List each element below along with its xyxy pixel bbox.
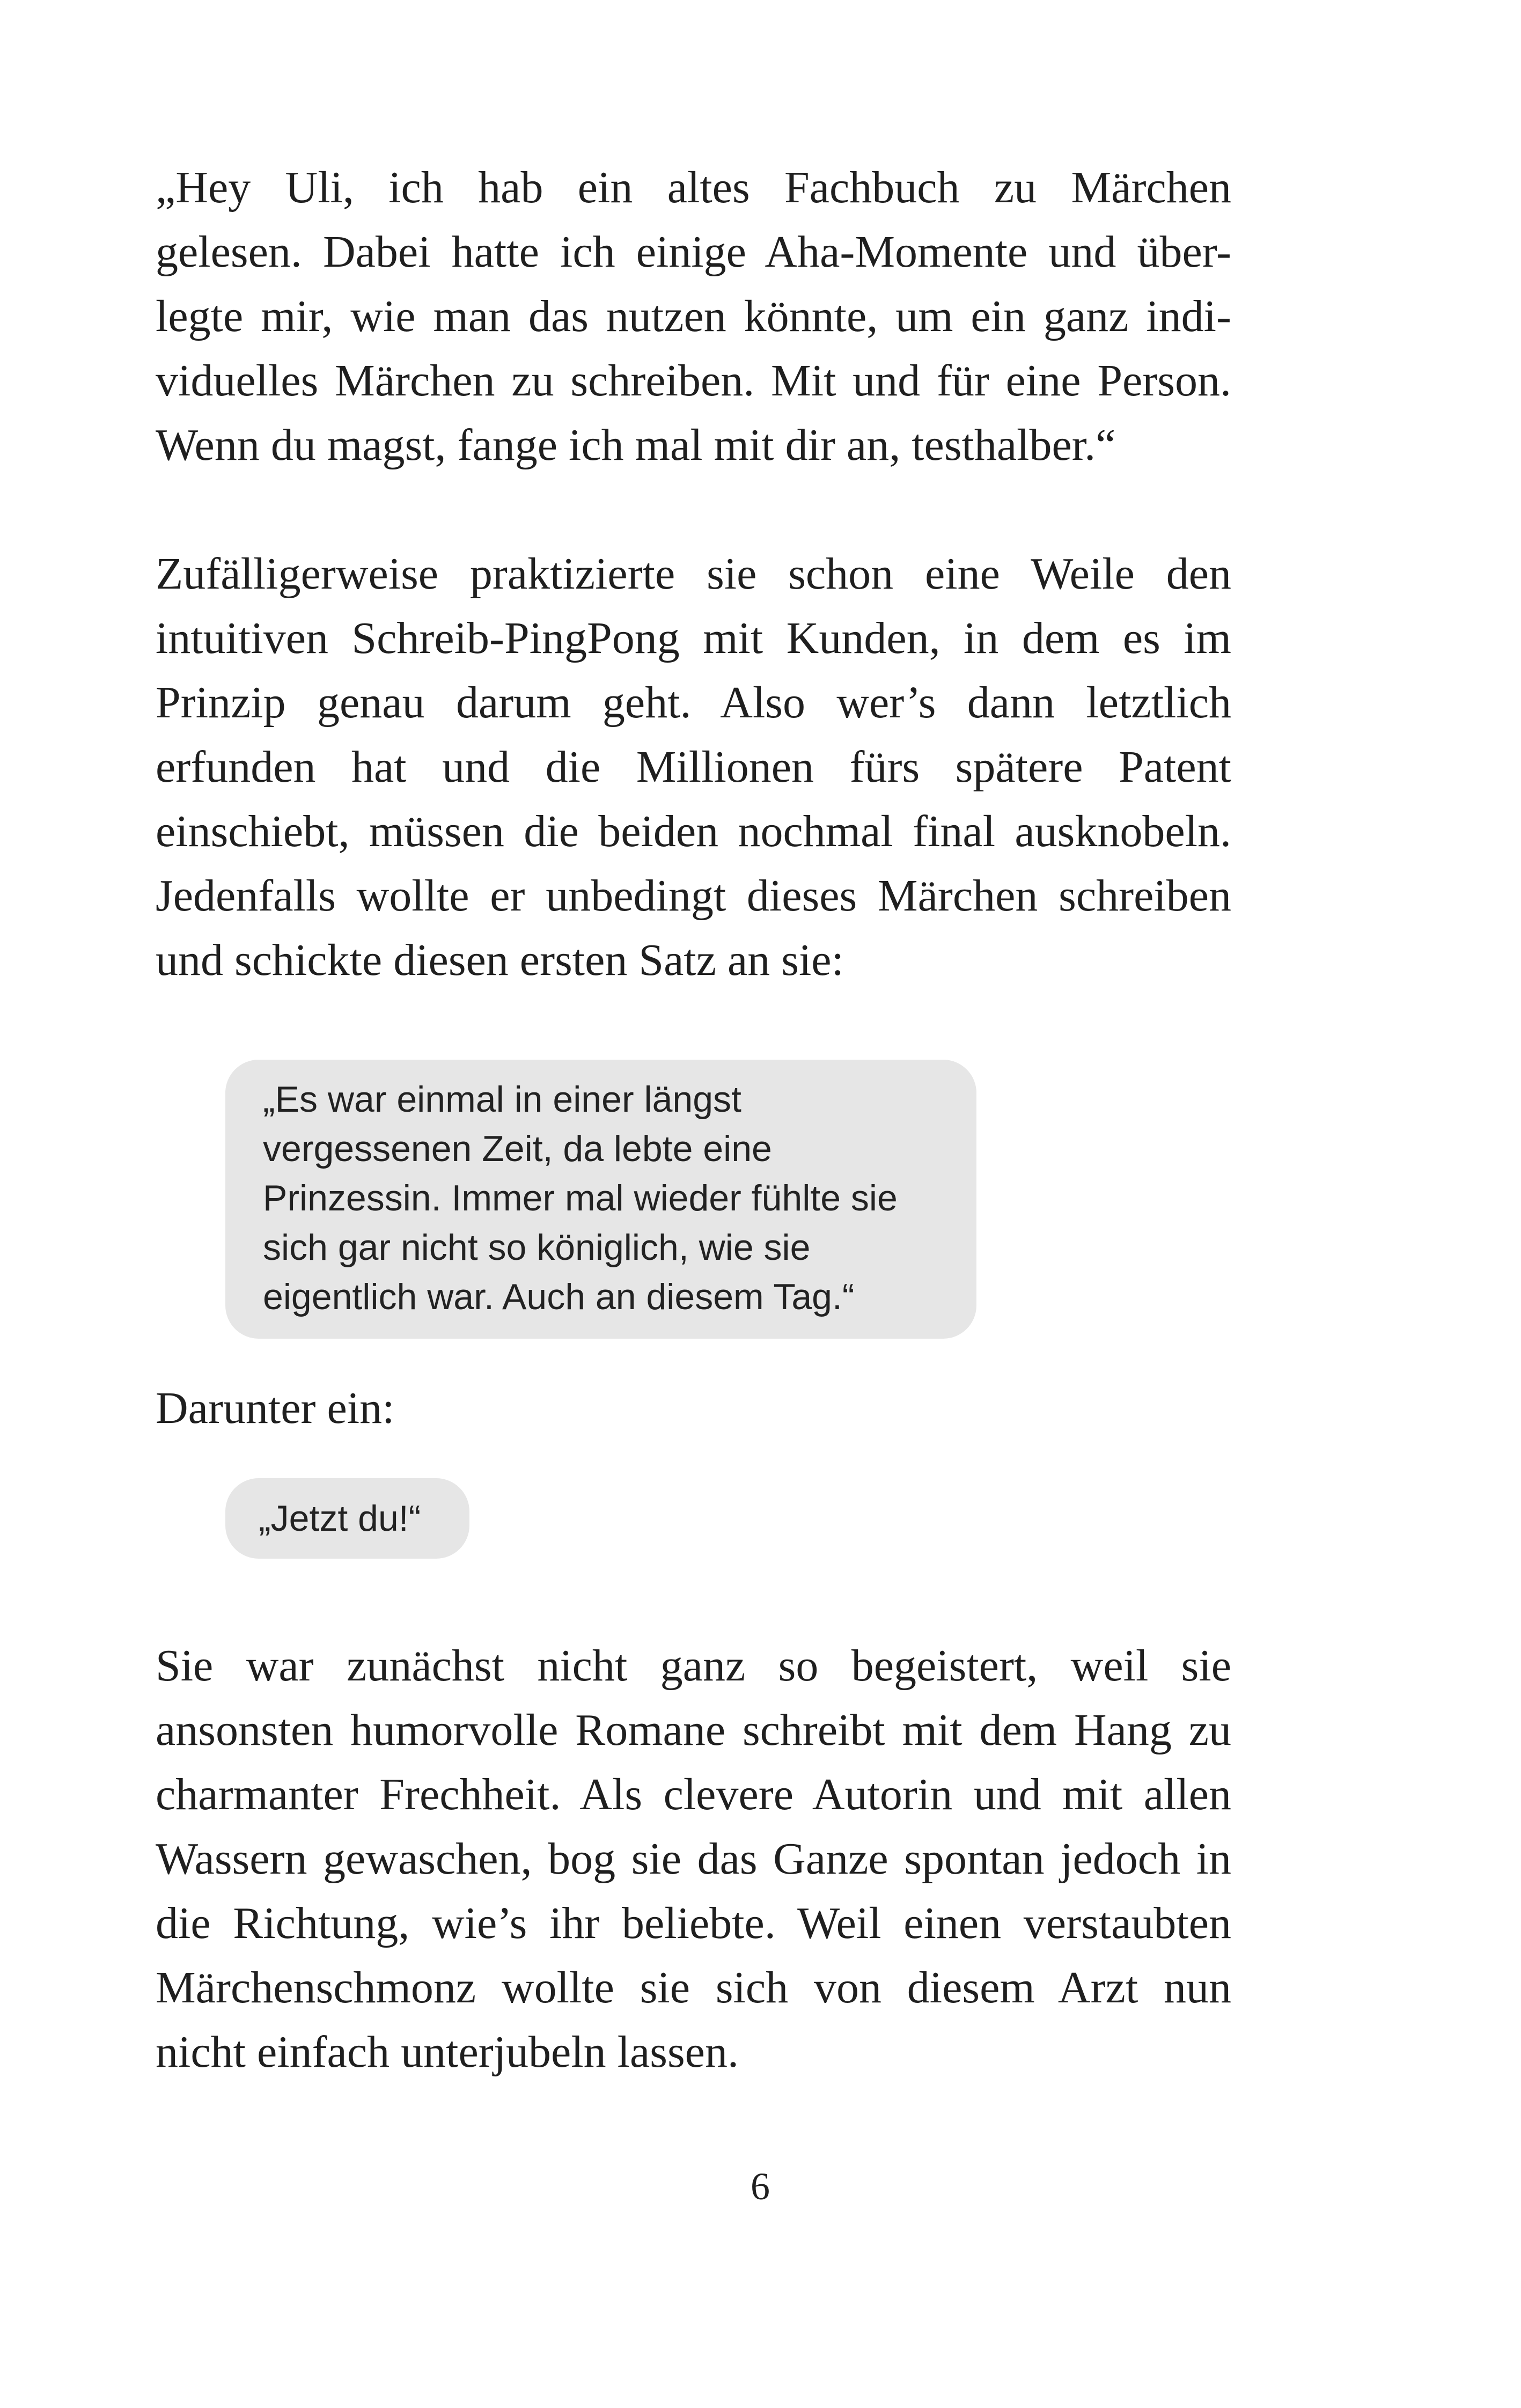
text-line: Jedenfalls wollte er unbedingt dieses Märchen schreiben [156,871,1231,921]
text-line: viduelles Märchen zu schreiben. Mit und für eine Person. [156,356,1231,406]
text-line: intuitiven Schreib-PingPong mit Kunden, in dem es im [156,613,1231,663]
text-line: „Hey Uli, ich hab ein altes Fachbuch zu Märchen [156,163,1231,212]
text-line: Sie war zunächst nicht ganz so begeistert, weil sie [156,1641,1231,1691]
text-line: charmanter Frechheit. Als clevere Autorin und mit allen [156,1770,1231,1819]
message-bubble-first-sentence [225,1060,976,1339]
text-line: die Richtung, wie’s ihr beliebte. Weil einen verstaubten [156,1898,1231,1948]
text-line: Märchenschmonz wollte sie sich von diesem Arzt nun [156,1963,1231,2013]
text-line: nicht einfach unterjubeln lassen. [156,2027,739,2077]
text-line: Zufälligerweise praktizierte sie schon eine Weile den [156,549,1231,599]
text-line: legte mir, wie man das nutzen könnte, um ein ganz indi- [156,291,1231,341]
text-line: einschiebt, müssen die beiden nochmal final ausknobeln. [156,806,1231,856]
message-line: „Jetzt du!“ [259,1498,421,1539]
text-line: Wenn du magst, fange ich mal mit dir an, testhalber.“ [156,420,1116,470]
message-line: Prinzessin. Immer mal wieder fühlte sie [263,1178,898,1218]
text-line: erfunden hat und die Millionen fürs spätere Patent [156,742,1231,792]
text-line: Wassern gewaschen, bog sie das Ganze spontan jedoch in [156,1834,1231,1884]
message-line: sich gar nicht so königlich, wie sie [263,1227,811,1268]
text-line: Prinzip genau darum geht. Also wer’s dann letztlich [156,678,1231,728]
message-bubble-jetzt-du [225,1478,469,1559]
text-line: gelesen. Dabei hatte ich einige Aha-Momente und über- [156,227,1231,277]
message-line: eigentlich war. Auch an diesem Tag.“ [263,1276,855,1317]
message-line: vergessenen Zeit, da lebte eine [263,1128,772,1169]
text-line: ansonsten humorvolle Romane schreibt mit dem Hang zu [156,1705,1231,1755]
text-line: und schickte diesen ersten Satz an sie: [156,935,844,985]
message-line: „Es war einmal in einer längst [263,1079,741,1120]
between-text: Darunter ein: [156,1383,395,1433]
page-number: 6 [751,2165,770,2208]
